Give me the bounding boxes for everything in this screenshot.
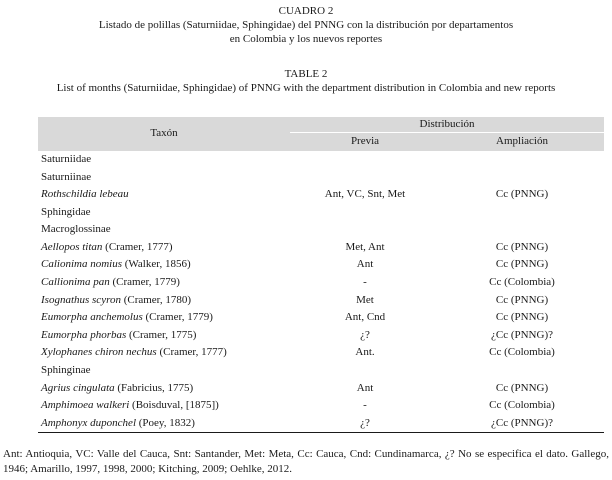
taxon-author: (Fabricius, 1775) [114,381,194,394]
moth-table [38,117,604,433]
taxon-cell [38,380,290,398]
taxon-name: Eumorpha phorbas [41,328,127,341]
extension-distribution-cell [440,362,604,380]
taxon-cell [38,239,290,257]
caption-es-label: CUADRO 2 [278,5,334,17]
caption-english [0,68,612,96]
taxon-author: (Poey, 1832) [136,416,195,429]
taxon-name: Callionima pan [41,276,110,289]
taxon-cell [38,257,290,275]
previous-distribution-cell [290,204,440,222]
table-row [38,239,604,257]
taxon-author: (Cramer, 1775) [126,328,197,341]
taxon-author: (Cramer, 1777) [102,240,173,253]
extension-distribution-cell [440,221,604,239]
table-body [38,151,604,433]
table-row [38,221,604,239]
table-row [38,327,604,345]
taxon-name: Agrius cingulata [41,381,115,394]
taxon-name: Macroglossinae [41,223,111,236]
extension-distribution-cell: Cc (Colombia) [489,346,555,359]
previous-distribution-cell: Ant [356,258,374,271]
taxon-name: Amphimoea walkeri [41,399,130,412]
extension-distribution-cell: Cc (PNNG) [495,188,549,201]
taxon-author: (Cramer, 1779) [142,311,213,324]
header-distribution: Distribución [290,117,604,133]
extension-distribution-cell: Cc (PNNG) [495,258,549,271]
taxon-name: Saturniinae [41,170,92,183]
previous-distribution-cell: Ant, VC, Snt, Met [324,188,406,201]
previous-distribution-cell: - [363,276,367,289]
taxon-cell [38,186,290,204]
taxon-name: Amphonyx duponchel [41,416,136,429]
extension-distribution-cell: ¿Cc (PNNG)? [490,328,553,341]
taxon-name: Isognathus scyron [41,293,121,306]
footnote: Ant: Antioquia, VC: Valle del Cauca, Snt: Santander, Met: Meta, Cc: Cauca, Cnd: Cundinamarca, ¿? No se especifica el dato. Gallego, 1946; Amarillo, 1997, 1998, 2000; Kitching, 2009; Oehlke, 2012. [3,448,609,475]
taxon-cell [38,292,290,310]
caption-en-label: TABLE 2 [284,68,328,80]
taxon-author: (Boisduval, [1875]) [129,399,219,412]
extension-distribution-cell: Cc (PNNG) [495,311,549,324]
taxon-author: (Cramer, 1777) [156,346,227,359]
table-row [38,415,604,433]
previous-distribution-cell: Met [356,293,374,306]
taxon-author: (Walker, 1856) [121,258,191,271]
taxon-cell [38,274,290,292]
header-extension: Ampliación [440,133,604,152]
taxon-author: (Cramer, 1780) [120,293,192,306]
extension-distribution-cell [440,204,604,222]
previous-distribution-cell [290,151,440,169]
extension-distribution-cell: Cc (PNNG) [495,240,549,253]
extension-distribution-cell: Cc (Colombia) [489,276,555,289]
taxon-cell [38,204,290,222]
extension-distribution-cell: Cc (PNNG) [495,381,549,394]
caption-es-line2: en Colombia y los nuevos reportes [229,32,383,45]
taxon-cell [38,415,290,433]
taxon-author: (Cramer, 1779) [109,276,180,289]
taxon-name: Calionima nomius [41,258,122,271]
previous-distribution-cell: Ant, Cnd [344,311,386,324]
taxon-cell [38,362,290,380]
taxon-cell [38,309,290,327]
previous-distribution-cell: ¿? [360,328,370,341]
taxon-cell [38,397,290,415]
previous-distribution-cell [290,362,440,380]
taxon-name: Sphingidae [41,205,91,218]
table-row [38,292,604,310]
table-row [38,345,604,363]
table-row [38,309,604,327]
previous-distribution-cell [290,221,440,239]
table-row [38,257,604,275]
table-row [38,274,604,292]
extension-distribution-cell: ¿Cc (PNNG)? [440,415,604,433]
extension-distribution-cell: Cc (PNNG) [495,293,549,306]
previous-distribution-cell: Ant [356,381,374,394]
table-row [38,186,604,204]
previous-distribution-cell: ¿? [290,415,440,433]
table-row [38,151,604,169]
taxon-cell [38,221,290,239]
taxon-name: Rothschildia lebeau [41,188,129,201]
table-row [38,169,604,187]
previous-distribution-cell: Met, Ant [345,240,385,253]
table-row [38,362,604,380]
table-row [38,397,604,415]
caption-en-line1: List of months (Saturniidae, Sphingidae) of PNNG with the department distribution in Colombia and new reports [56,81,556,94]
caption-spanish [0,5,612,46]
taxon-cell [38,327,290,345]
previous-distribution-cell: Ant. [355,346,375,359]
table-row [38,380,604,398]
taxon-cell [38,169,290,187]
table-row [38,204,604,222]
taxon-cell [38,345,290,363]
extension-distribution-cell [440,151,604,169]
header-taxon: Taxón [38,117,290,151]
taxon-name: Eumorpha anchemolus [41,311,143,324]
previous-distribution-cell [290,169,440,187]
extension-distribution-cell: Cc (Colombia) [489,399,555,412]
header-previous: Previa [290,133,440,152]
previous-distribution-cell: - [363,399,367,412]
extension-distribution-cell [440,169,604,187]
taxon-name: Xylophanes chiron nechus [41,346,157,359]
taxon-name: Aellopos titan [41,240,103,253]
taxon-name: Sphinginae [41,364,91,377]
caption-es-line1: Listado de polillas (Saturniidae, Sphingidae) del PNNG con la distribución por departamentos [98,18,514,31]
taxon-name: Saturniidae [41,152,92,165]
taxon-cell [38,151,290,169]
